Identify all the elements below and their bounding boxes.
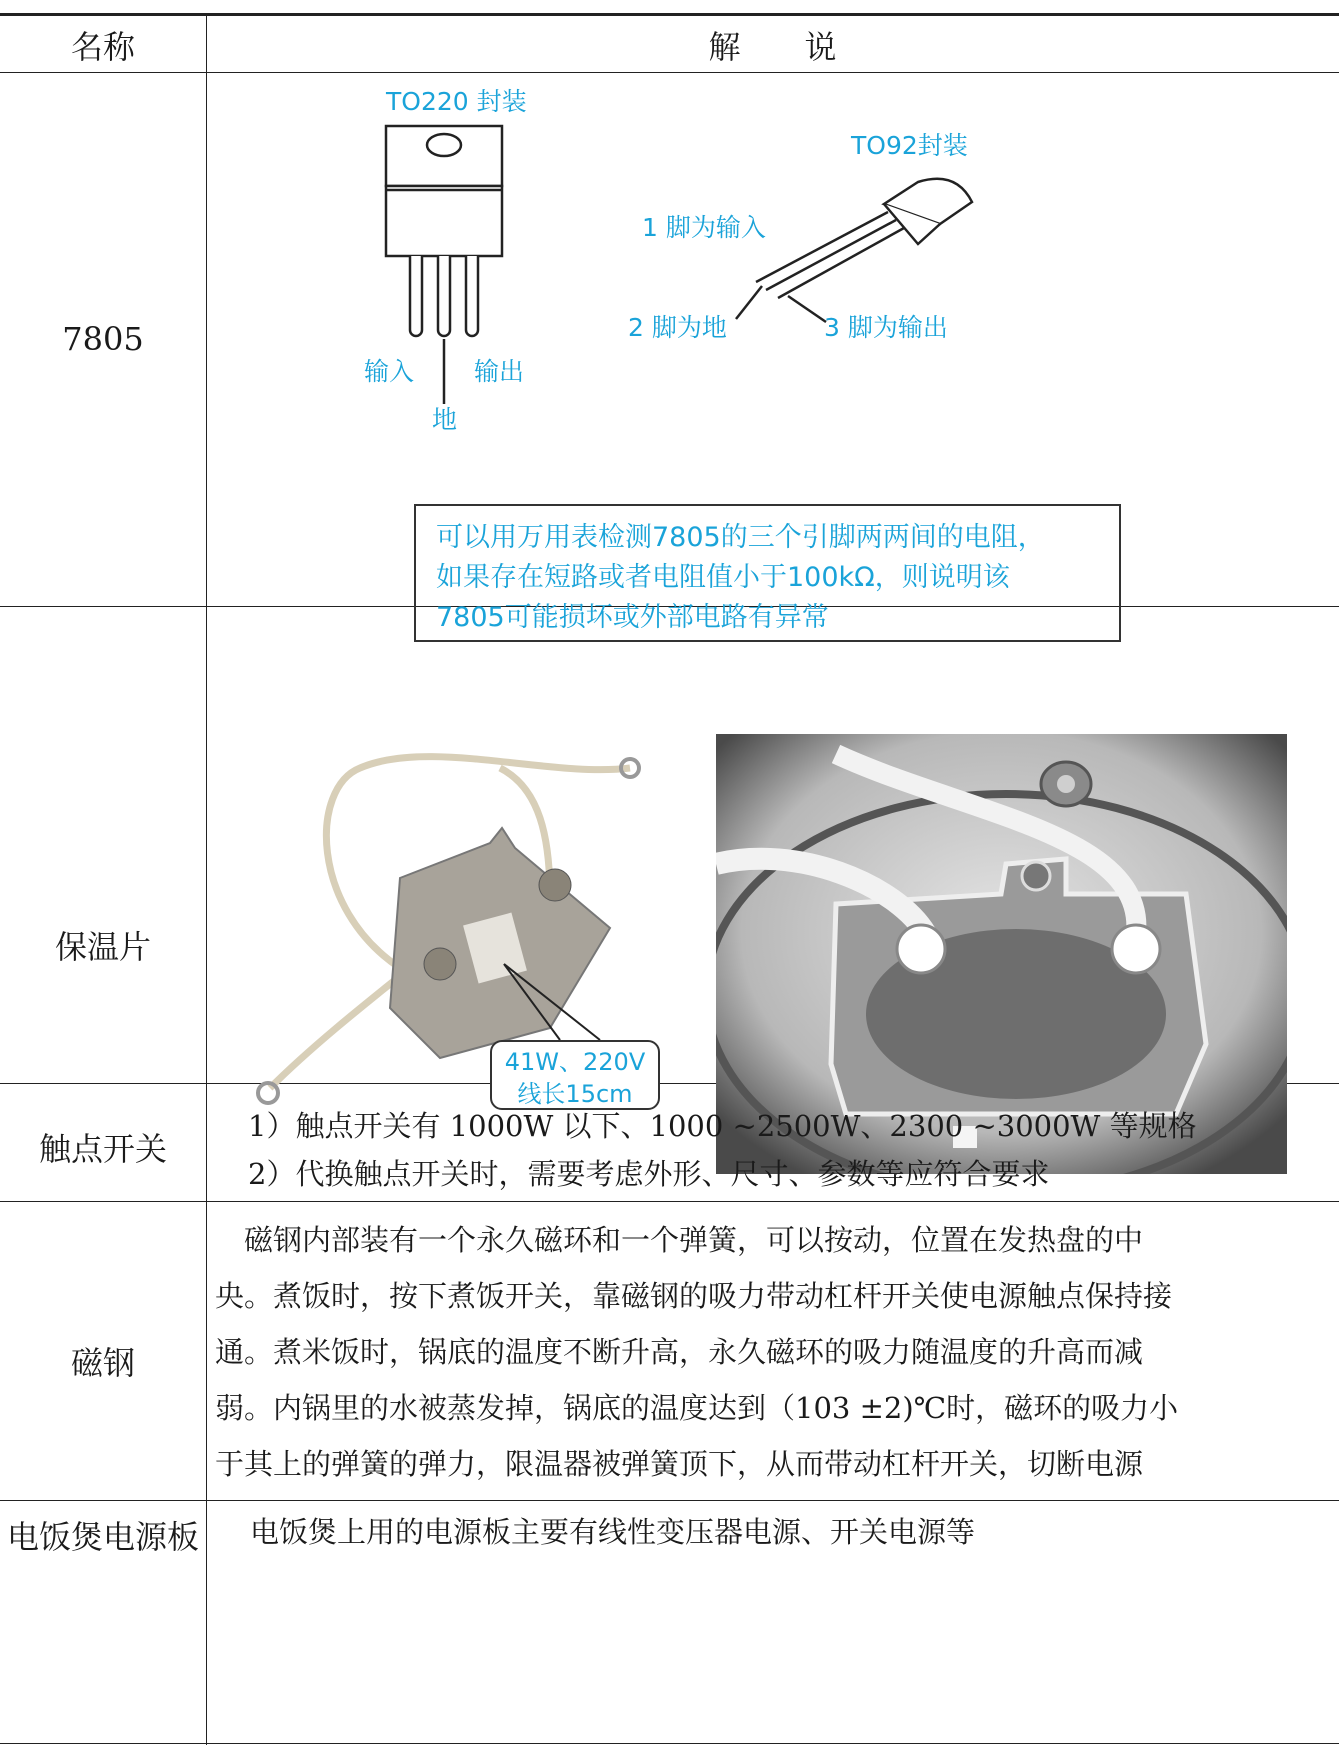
- to92-package-icon: [736, 179, 972, 322]
- to92-pin2-label: 2 脚为地: [628, 313, 727, 342]
- table-bottom-rule: [0, 1743, 1339, 1744]
- to92-pin3-label: 3 脚为输出: [824, 313, 948, 342]
- row-name-power-board: 电饭煲电源板: [6, 1518, 199, 1556]
- warm-plate-callout: [490, 1040, 660, 1110]
- callout-line: 41W、220V: [504, 1048, 646, 1076]
- row-rule-4: [0, 1500, 1339, 1501]
- paragraph-line: 弱。内锅里的水被蒸发掉，锅底的温度达到（103 ±2)℃时，磁环的吸力小: [215, 1391, 1179, 1425]
- test-note-box: [414, 504, 1121, 642]
- to92-pin1-label: 1 脚为输入: [642, 213, 766, 242]
- to220-label: TO220 封装: [386, 87, 527, 116]
- note-line: 如果存在短路或者电阻值小于100kΩ，则说明该: [436, 562, 1010, 593]
- row-name-contact-switch: 触点开关: [38, 1130, 167, 1168]
- row-name-7805: 7805: [62, 320, 144, 358]
- contact-switch-item: 1）触点开关有 1000W 以下、1000 ~2500W、2300 ~3000W 等规格: [248, 1109, 1197, 1143]
- table-top-rule: [0, 13, 1339, 16]
- pin-output-label: 输出: [474, 357, 525, 386]
- header-description: 解 说: [708, 28, 837, 66]
- paragraph-line: 央。煮饭时，按下煮饭开关，靠磁钢的吸力带动杠杆开关使电源触点保持接: [215, 1279, 1173, 1313]
- power-board-description: 电饭煲上用的电源板主要有线性变压器电源、开关电源等: [250, 1515, 976, 1549]
- row-name-warm-plate: 保温片: [54, 928, 151, 966]
- pin-ground-label: 地: [432, 405, 458, 434]
- row-rule-3: [0, 1201, 1339, 1202]
- header-rule: [0, 72, 1339, 73]
- to92-label: TO92封装: [851, 131, 968, 160]
- callout-line: 线长15cm: [517, 1080, 633, 1108]
- paragraph-line: 磁钢内部装有一个永久磁环和一个弹簧，可以按动，位置在发热盘的中: [215, 1223, 1144, 1257]
- note-line: 可以用万用表检测7805的三个引脚两两间的电阻，: [436, 522, 1045, 553]
- header-name: 名称: [70, 28, 135, 66]
- row-name-magnet: 磁钢: [70, 1344, 135, 1382]
- contact-switch-item: 2）代换触点开关时，需要考虑外形、尺寸、参数等应符合要求: [248, 1157, 1050, 1191]
- regulator-diagram: [206, 74, 1339, 494]
- note-line: 7805可能损坏或外部电路有异常: [436, 602, 829, 633]
- paragraph-line: 通。煮米饭时，锅底的温度不断升高，永久磁环的吸力随温度的升高而减: [215, 1335, 1144, 1369]
- paragraph-line: 于其上的弹簧的弹力，限温器被弹簧顶下，从而带动杠杆开关，切断电源: [215, 1447, 1144, 1481]
- pin-input-label: 输入: [364, 357, 415, 386]
- magnet-description: [215, 1212, 1321, 1492]
